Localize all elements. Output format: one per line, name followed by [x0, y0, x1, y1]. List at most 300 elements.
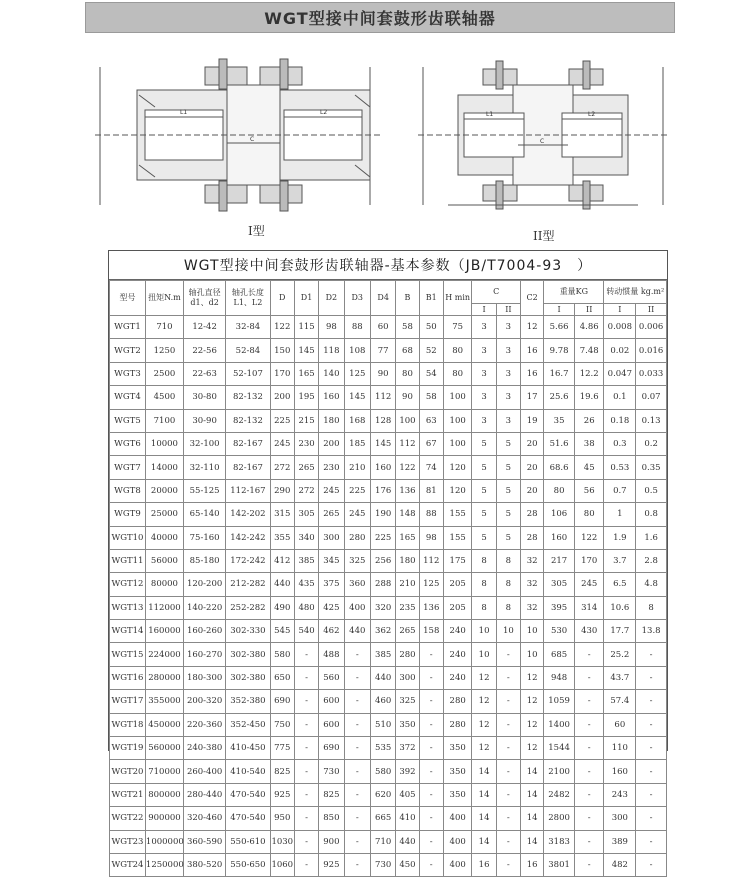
table-cell: 176 — [370, 479, 395, 502]
table-cell: 948 — [544, 666, 575, 689]
table-cell: - — [419, 666, 443, 689]
table-cell: 155 — [443, 503, 472, 526]
table-cell: 50 — [419, 316, 443, 339]
table-cell: 82-167 — [226, 456, 270, 479]
table-cell: 3.7 — [604, 549, 636, 572]
table-cell: 325 — [344, 549, 370, 572]
table-cell: 170 — [270, 362, 294, 385]
table-cell: - — [496, 807, 520, 830]
table-cell: 60 — [604, 713, 636, 736]
table-cell: 800000 — [145, 783, 183, 806]
table-cell: - — [574, 690, 604, 713]
table-row — [110, 432, 667, 455]
table-cell: 350 — [443, 760, 472, 783]
table-cell: 1000000 — [145, 830, 183, 853]
table-cell: 5.66 — [544, 316, 575, 339]
table-cell: - — [574, 643, 604, 666]
table-cell: 63 — [419, 409, 443, 432]
table-cell: 112 — [396, 432, 419, 455]
table-cell: 300 — [396, 666, 419, 689]
table-cell: 302-380 — [226, 643, 270, 666]
table-row — [110, 760, 667, 783]
table-cell: 200-320 — [183, 690, 225, 713]
table-cell: 0.5 — [636, 479, 667, 502]
table-cell: 8 — [496, 596, 520, 619]
table-cell: 340 — [294, 526, 318, 549]
table-cell: 0.02 — [604, 339, 636, 362]
header-weight-ii: II — [574, 304, 604, 316]
table-cell: 14 — [521, 760, 544, 783]
table-cell: 12 — [521, 737, 544, 760]
table-cell: 320-460 — [183, 807, 225, 830]
table-cell: 165 — [396, 526, 419, 549]
table-cell: 32 — [521, 596, 544, 619]
table-cell: 56000 — [145, 549, 183, 572]
table-cell: - — [419, 783, 443, 806]
table-cell: 14 — [521, 830, 544, 853]
table-cell: 140 — [319, 362, 344, 385]
table-cell: 212-282 — [226, 573, 270, 596]
table-cell: 10 — [472, 643, 496, 666]
table-cell: 8 — [472, 596, 496, 619]
table-row — [110, 620, 667, 643]
table-cell: 0.8 — [636, 503, 667, 526]
table-cell: WGT5 — [110, 409, 146, 432]
table-cell: 245 — [270, 432, 294, 455]
table-cell: 510 — [370, 713, 395, 736]
table-cell: - — [574, 783, 604, 806]
table-cell: 120-200 — [183, 573, 225, 596]
table-cell: 462 — [319, 620, 344, 643]
table-cell: 6.5 — [604, 573, 636, 596]
header-weight: 重量KG — [544, 281, 604, 304]
table-cell: 210 — [396, 573, 419, 596]
table-cell: - — [344, 830, 370, 853]
table-cell: 12 — [521, 690, 544, 713]
table-cell: 10 — [521, 620, 544, 643]
table-cell: 8 — [636, 596, 667, 619]
table-cell: 210 — [344, 456, 370, 479]
table-cell: 16.7 — [544, 362, 575, 385]
table-cell: - — [294, 760, 318, 783]
table-cell: WGT12 — [110, 573, 146, 596]
parameter-table-frame — [108, 250, 668, 871]
table-cell: 160-260 — [183, 620, 225, 643]
table-cell: 3801 — [544, 853, 575, 876]
table-cell: 0.2 — [636, 432, 667, 455]
table-cell: - — [294, 690, 318, 713]
table-cell: 280000 — [145, 666, 183, 689]
table-cell: 52-84 — [226, 339, 270, 362]
table-cell: 240-380 — [183, 737, 225, 760]
table-cell: WGT10 — [110, 526, 146, 549]
table-cell: 0.7 — [604, 479, 636, 502]
caption-type-i: I型 — [248, 224, 265, 238]
table-cell: WGT19 — [110, 737, 146, 760]
table-cell: - — [636, 643, 667, 666]
table-cell: 3 — [496, 386, 520, 409]
table-row — [110, 853, 667, 876]
caption-type-ii: II型 — [533, 229, 555, 243]
table-cell: 730 — [319, 760, 344, 783]
table-body — [110, 316, 667, 877]
table-cell: 225 — [370, 526, 395, 549]
table-cell: WGT4 — [110, 386, 146, 409]
table-cell: 82-132 — [226, 386, 270, 409]
table-title: WGT型接中间套鼓形齿联轴器-基本参数（JB/T7004-93 ） — [109, 251, 667, 280]
table-cell: 305 — [544, 573, 575, 596]
header-d3: D3 — [344, 281, 370, 316]
table-cell: - — [574, 853, 604, 876]
table-cell: 32-84 — [226, 316, 270, 339]
table-row — [110, 503, 667, 526]
table-cell: 32 — [521, 573, 544, 596]
table-cell: 112 — [419, 549, 443, 572]
header-bore-length: 轴孔长度L1、L2 — [226, 281, 270, 316]
table-cell: 160-270 — [183, 643, 225, 666]
table-cell: 470-540 — [226, 807, 270, 830]
table-cell: 90 — [396, 386, 419, 409]
table-cell: 540 — [294, 620, 318, 643]
table-cell: 245 — [319, 479, 344, 502]
table-cell: 77 — [370, 339, 395, 362]
table-cell: 4.86 — [574, 316, 604, 339]
table-cell: 125 — [419, 573, 443, 596]
header-b: B — [396, 281, 419, 316]
table-cell: 580 — [370, 760, 395, 783]
table-cell: 315 — [270, 503, 294, 526]
table-cell: 14 — [521, 783, 544, 806]
table-cell: WGT1 — [110, 316, 146, 339]
table-cell: 5 — [496, 432, 520, 455]
table-cell: 405 — [396, 783, 419, 806]
table-cell: 80000 — [145, 573, 183, 596]
table-cell: 355000 — [145, 690, 183, 713]
table-cell: 25.6 — [544, 386, 575, 409]
table-cell: 145 — [344, 386, 370, 409]
table-cell: 82-132 — [226, 409, 270, 432]
table-cell: - — [344, 853, 370, 876]
table-cell: 240 — [443, 620, 472, 643]
table-cell: 5 — [472, 479, 496, 502]
table-cell: 256 — [370, 549, 395, 572]
table-cell: 350 — [443, 737, 472, 760]
table-cell: 5 — [496, 456, 520, 479]
table-cell: 482 — [604, 853, 636, 876]
table-cell: 7100 — [145, 409, 183, 432]
table-cell: 170 — [574, 549, 604, 572]
table-cell: 280 — [396, 643, 419, 666]
table-cell: 0.53 — [604, 456, 636, 479]
table-cell: 185 — [344, 432, 370, 455]
header-inertia: 转动惯量 kg.m² — [604, 281, 667, 304]
table-cell: 55-125 — [183, 479, 225, 502]
table-cell: 3 — [496, 339, 520, 362]
table-cell: 245 — [574, 573, 604, 596]
table-cell: 300 — [319, 526, 344, 549]
table-cell: 168 — [344, 409, 370, 432]
table-cell: 352-380 — [226, 690, 270, 713]
table-cell: 14000 — [145, 456, 183, 479]
table-cell: 100 — [443, 432, 472, 455]
table-cell: WGT16 — [110, 666, 146, 689]
table-cell: WGT8 — [110, 479, 146, 502]
table-cell: 230 — [319, 456, 344, 479]
table-cell: 25.2 — [604, 643, 636, 666]
table-cell: 118 — [319, 339, 344, 362]
header-d2: D2 — [319, 281, 344, 316]
table-cell: WGT13 — [110, 596, 146, 619]
table-cell: 82-167 — [226, 432, 270, 455]
table-cell: 108 — [344, 339, 370, 362]
table-cell: 850 — [319, 807, 344, 830]
table-cell: - — [574, 807, 604, 830]
table-cell: WGT15 — [110, 643, 146, 666]
table-cell: - — [636, 713, 667, 736]
table-cell: 750 — [270, 713, 294, 736]
table-cell: 265 — [396, 620, 419, 643]
table-cell: 22-63 — [183, 362, 225, 385]
table-cell: 385 — [370, 643, 395, 666]
table-cell: 0.047 — [604, 362, 636, 385]
table-cell: 68 — [396, 339, 419, 362]
table-cell: 272 — [270, 456, 294, 479]
table-cell: 0.18 — [604, 409, 636, 432]
table-cell: 450 — [396, 853, 419, 876]
table-cell: 440 — [270, 573, 294, 596]
table-cell: 12 — [521, 713, 544, 736]
table-cell: 136 — [396, 479, 419, 502]
table-cell: 925 — [319, 853, 344, 876]
table-cell: 252-282 — [226, 596, 270, 619]
table-cell: 288 — [370, 573, 395, 596]
table-cell: 14 — [472, 807, 496, 830]
table-cell: 325 — [396, 690, 419, 713]
table-cell: 400 — [443, 830, 472, 853]
table-cell: 100 — [443, 386, 472, 409]
table-cell: 410 — [396, 807, 419, 830]
table-row — [110, 807, 667, 830]
table-row — [110, 316, 667, 339]
table-cell: 10 — [521, 643, 544, 666]
table-cell: 389 — [604, 830, 636, 853]
table-cell: 302-330 — [226, 620, 270, 643]
table-cell: 302-380 — [226, 666, 270, 689]
table-cell: 81 — [419, 479, 443, 502]
table-row — [110, 526, 667, 549]
table-row — [110, 339, 667, 362]
table-cell: 260-400 — [183, 760, 225, 783]
table-cell: 360-590 — [183, 830, 225, 853]
table-cell: 245 — [344, 503, 370, 526]
table-cell: 30-80 — [183, 386, 225, 409]
header-d: D — [270, 281, 294, 316]
table-cell: 385 — [294, 549, 318, 572]
table-cell: - — [419, 690, 443, 713]
table-cell: 392 — [396, 760, 419, 783]
table-cell: 32-110 — [183, 456, 225, 479]
table-cell: 0.13 — [636, 409, 667, 432]
table-cell: - — [496, 830, 520, 853]
table-cell: - — [636, 807, 667, 830]
table-cell: 85-180 — [183, 549, 225, 572]
table-cell: 685 — [544, 643, 575, 666]
table-cell: 3 — [472, 362, 496, 385]
table-cell: 122 — [574, 526, 604, 549]
table-cell: 14 — [521, 807, 544, 830]
table-cell: WGT17 — [110, 690, 146, 713]
table-cell: 5 — [472, 526, 496, 549]
table-cell: 600 — [319, 713, 344, 736]
table-cell: 300 — [604, 807, 636, 830]
table-cell: 0.35 — [636, 456, 667, 479]
table-row — [110, 643, 667, 666]
table-row — [110, 479, 667, 502]
dim-label-c: C — [540, 138, 545, 145]
table-cell: 158 — [419, 620, 443, 643]
table-cell: WGT2 — [110, 339, 146, 362]
table-cell: - — [636, 737, 667, 760]
table-cell: 22-56 — [183, 339, 225, 362]
table-cell: 20000 — [145, 479, 183, 502]
table-cell: WGT20 — [110, 760, 146, 783]
table-cell: 14 — [472, 830, 496, 853]
table-cell: 100 — [396, 409, 419, 432]
table-cell: 272 — [294, 479, 318, 502]
table-cell: 0.033 — [636, 362, 667, 385]
table-cell: - — [496, 643, 520, 666]
table-cell: - — [636, 760, 667, 783]
table-cell: - — [419, 643, 443, 666]
table-cell: 235 — [396, 596, 419, 619]
table-cell: 19.6 — [574, 386, 604, 409]
table-cell: WGT23 — [110, 830, 146, 853]
table-cell: 3 — [496, 362, 520, 385]
table-cell: 1.6 — [636, 526, 667, 549]
table-cell: - — [636, 690, 667, 713]
table-cell: 90 — [370, 362, 395, 385]
table-cell: 12 — [521, 666, 544, 689]
table-cell: 355 — [270, 526, 294, 549]
table-cell: 430 — [574, 620, 604, 643]
table-cell: - — [344, 760, 370, 783]
table-cell: 265 — [294, 456, 318, 479]
table-row — [110, 737, 667, 760]
table-cell: - — [294, 807, 318, 830]
table-cell: 106 — [544, 503, 575, 526]
table-cell: 8 — [496, 549, 520, 572]
table-cell: 128 — [370, 409, 395, 432]
table-cell: 165 — [294, 362, 318, 385]
table-cell: - — [294, 830, 318, 853]
table-cell: 14 — [472, 760, 496, 783]
table-cell: - — [496, 760, 520, 783]
table-cell: 3 — [496, 316, 520, 339]
table-cell: - — [574, 830, 604, 853]
table-cell: 395 — [544, 596, 575, 619]
page-banner-title: WGT型接中间套鼓形齿联轴器 — [85, 2, 675, 33]
table-cell: 112 — [370, 386, 395, 409]
coupling-drawing-type-i — [95, 55, 380, 220]
table-cell: 460 — [370, 690, 395, 713]
table-cell: 665 — [370, 807, 395, 830]
table-cell: 0.006 — [636, 316, 667, 339]
table-cell: 440 — [396, 830, 419, 853]
table-cell: 2800 — [544, 807, 575, 830]
table-cell: 410-540 — [226, 760, 270, 783]
table-cell: 160000 — [145, 620, 183, 643]
table-cell: 488 — [319, 643, 344, 666]
table-cell: 180 — [396, 549, 419, 572]
table-cell: 225 — [270, 409, 294, 432]
table-cell: 1544 — [544, 737, 575, 760]
table-cell: 136 — [419, 596, 443, 619]
table-cell: 67 — [419, 432, 443, 455]
table-cell: 58 — [396, 316, 419, 339]
table-cell: - — [419, 760, 443, 783]
table-cell: 1 — [604, 503, 636, 526]
table-cell: 5 — [472, 456, 496, 479]
table-cell: 110 — [604, 737, 636, 760]
table-cell: - — [574, 737, 604, 760]
header-bore-diameter: 轴孔直径d1、d2 — [183, 281, 225, 316]
table-cell: 68.6 — [544, 456, 575, 479]
coupling-drawing-type-ii — [418, 55, 668, 220]
header-c2: C2 — [521, 281, 544, 316]
table-cell: - — [419, 853, 443, 876]
table-cell: - — [496, 737, 520, 760]
table-cell: 26 — [574, 409, 604, 432]
table-cell: 180 — [319, 409, 344, 432]
table-cell: - — [574, 666, 604, 689]
table-cell: 480 — [294, 596, 318, 619]
table-cell: 155 — [443, 526, 472, 549]
table-row — [110, 713, 667, 736]
table-row — [110, 456, 667, 479]
table-cell: 98 — [419, 526, 443, 549]
header-d1: D1 — [294, 281, 318, 316]
table-cell: 5 — [496, 503, 520, 526]
table-cell: WGT14 — [110, 620, 146, 643]
table-cell: 205 — [443, 573, 472, 596]
table-cell: 12 — [472, 666, 496, 689]
table-cell: 12 — [521, 316, 544, 339]
table-cell: 142-242 — [226, 526, 270, 549]
table-cell: 950 — [270, 807, 294, 830]
table-cell: 2482 — [544, 783, 575, 806]
table-cell: 1250000 — [145, 853, 183, 876]
table-cell: 80 — [396, 362, 419, 385]
table-cell: 350 — [443, 783, 472, 806]
table-row — [110, 386, 667, 409]
table-cell: 54 — [419, 362, 443, 385]
table-cell: 440 — [344, 620, 370, 643]
table-cell: - — [344, 713, 370, 736]
table-cell: 56 — [574, 479, 604, 502]
table-cell: 112-167 — [226, 479, 270, 502]
table-cell: 74 — [419, 456, 443, 479]
table-cell: 730 — [370, 853, 395, 876]
table-cell: - — [419, 830, 443, 853]
table-cell: 350 — [396, 713, 419, 736]
table-cell: 220-360 — [183, 713, 225, 736]
header-torque: 扭矩N.m — [145, 281, 183, 316]
table-cell: 320 — [370, 596, 395, 619]
table-cell: WGT24 — [110, 853, 146, 876]
table-row — [110, 830, 667, 853]
table-cell: 710000 — [145, 760, 183, 783]
table-cell: 305 — [294, 503, 318, 526]
